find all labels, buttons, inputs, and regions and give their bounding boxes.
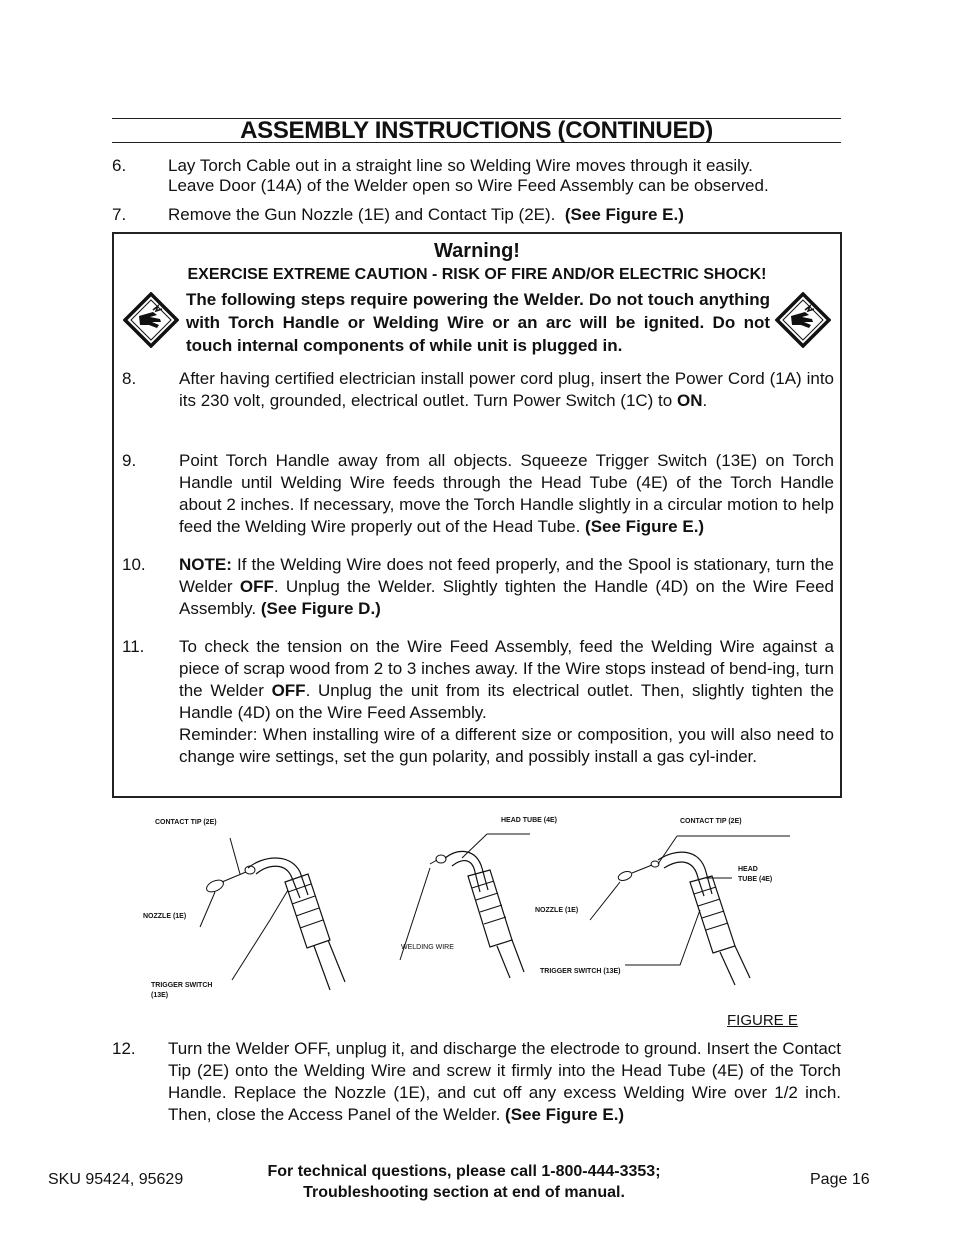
callout-head-tube-number: TUBE (4E) bbox=[738, 876, 773, 883]
footer-sku: SKU 95424, 95629 bbox=[48, 1171, 184, 1188]
callout-trigger-switch: TRIGGER SWITCH bbox=[151, 982, 213, 989]
reminder-text: Reminder: When installing wire of a different size or composition, you will also need to change wire settings, set the gun polarity, and possibly install a gas cyl-inder. bbox=[179, 725, 834, 766]
step-text: To check the tension on the Wire Feed Assembly, feed the Welding Wire against a piece of scrap wood from 2 to 3 inches away. If the Wire stops instead of bend-ing, turn the Welder bbox=[179, 637, 834, 700]
callout-head-tube: HEAD TUBE (4E) bbox=[501, 817, 558, 824]
step-number: 10. bbox=[122, 555, 146, 574]
callout-contact-tip: CONTACT TIP (2E) bbox=[155, 819, 217, 826]
step-10 bbox=[122, 554, 834, 620]
callout-nozzle: NOZZLE (1E) bbox=[143, 913, 187, 920]
step-text-end: . bbox=[702, 391, 708, 410]
warning-subtitle: EXERCISE EXTREME CAUTION - RISK OF FIRE AND/OR ELECTRIC SHOCK! bbox=[187, 266, 767, 283]
page-title: ASSEMBLY INSTRUCTIONS (CONTINUED) bbox=[240, 117, 713, 144]
callout-trigger-switch-number: (13E) bbox=[151, 992, 169, 999]
step-text: If the Welding Wire does not feed properly, and the Spool is stationary, turn the Welder bbox=[179, 555, 834, 596]
note-label: NOTE: bbox=[179, 555, 232, 574]
step-number: 8. bbox=[122, 369, 137, 388]
callout-nozzle: NOZZLE (1E) bbox=[535, 907, 579, 914]
footer-contact bbox=[200, 1161, 728, 1203]
torch-assembly-1 bbox=[205, 858, 345, 990]
step-text-line: Lay Torch Cable out in a straight line so Welding Wire moves through it easily. bbox=[168, 156, 753, 175]
step-6 bbox=[112, 155, 841, 199]
figure-reference: (See Figure D.) bbox=[260, 599, 381, 618]
callout-trigger-switch: TRIGGER SWITCH (13E) bbox=[540, 968, 621, 975]
callout-contact-tip: CONTACT TIP (2E) bbox=[680, 818, 742, 825]
step-11 bbox=[122, 636, 834, 768]
step-text-cont: . Unplug the Welder. Slightly tighten the Handle (4D) on the Wire Feed Assembly. bbox=[179, 577, 835, 618]
step-number: 7. bbox=[112, 205, 127, 224]
step-number: 11. bbox=[122, 637, 145, 656]
torch-assembly-2 bbox=[430, 851, 524, 978]
emphasis-on: ON bbox=[676, 391, 703, 410]
header-rule-bottom bbox=[112, 142, 841, 143]
shock-hazard-icon bbox=[775, 292, 831, 348]
callout-welding-wire: WELDING WIRE bbox=[401, 944, 454, 951]
step-text: Turn the Welder OFF, unplug it, and discharge the electrode to ground. Insert the Contact Tip (2E) onto the Welding Wire and screw it firmly into the Head Tube (4E) of the Torch Handle. Replace the Nozzle (1E), and cut off any excess Welding Wire over 1/2 inch. Then, close the Access Panel of the Welder. bbox=[168, 1039, 841, 1124]
step-number: 9. bbox=[122, 451, 137, 470]
warning-title: Warning! bbox=[434, 240, 520, 262]
step-text-line: Leave Door (14A) of the Welder open so Wire Feed Assembly can be observed. bbox=[168, 176, 769, 195]
step-text: After having certified electrician install power cord plug, insert the Power Cord (1A) into its 230 volt, grounded, electrical outlet. Turn Power Switch (1C) to bbox=[179, 369, 834, 410]
footer-line-2: Troubleshooting section at end of manual. bbox=[303, 1184, 625, 1201]
warning-body: The following steps require powering the Welder. Do not touch anything with Torch Handle or Welding Wire or an arc will be ignited. Do not touch internal components of while unit is plugged in. bbox=[186, 290, 770, 355]
shock-hazard-icon bbox=[123, 292, 179, 348]
emphasis-off: OFF bbox=[271, 681, 306, 700]
step-8 bbox=[122, 368, 834, 412]
warning-box bbox=[112, 232, 842, 798]
step-9 bbox=[122, 450, 834, 538]
figure-reference: (See Figure E.) bbox=[564, 205, 684, 224]
emphasis-off: OFF bbox=[239, 577, 274, 596]
footer-line-1: For technical questions, please call 1-800-444-3353; bbox=[267, 1163, 661, 1180]
figure-reference: (See Figure E.) bbox=[585, 517, 705, 536]
figure-label: FIGURE E bbox=[727, 1012, 798, 1029]
callout-head-tube: HEAD bbox=[738, 866, 758, 873]
step-7 bbox=[112, 204, 841, 226]
step-12 bbox=[112, 1038, 841, 1126]
step-number: 6. bbox=[112, 156, 127, 175]
step-number: 12. bbox=[112, 1039, 136, 1058]
step-text: Point Torch Handle away from all objects. Squeeze Trigger Switch (13E) on Torch Handle until Welding Wire feeds through the Head Tube (4E) of the Torch Handle about 2 inches. If necessary, move the Torch Handle slightly in a circular motion to help feed the Welding Wire properly out of the Head Tube. bbox=[179, 451, 834, 536]
step-text-cont: . Unplug the unit from its electrical outlet. Then, slightly tighten the Handle (4D) on the Wire Feed Assembly. bbox=[179, 681, 834, 722]
figure-reference: (See Figure E.) bbox=[505, 1105, 625, 1124]
footer-page: Page 16 bbox=[810, 1171, 870, 1188]
step-text: Remove the Gun Nozzle (1E) and Contact Tip (2E). bbox=[168, 205, 556, 224]
